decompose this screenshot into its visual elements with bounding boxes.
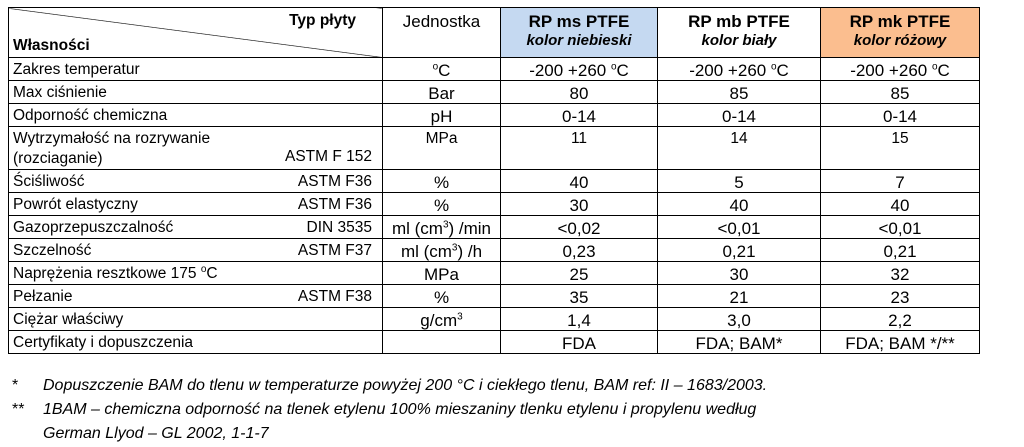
table-body bbox=[9, 58, 980, 354]
unit-cell bbox=[383, 308, 501, 331]
property-cell bbox=[9, 81, 383, 104]
product-header-ms bbox=[501, 8, 658, 58]
value-cell-mb: 0,21 bbox=[658, 239, 821, 262]
unit-text-suffix: ) /h bbox=[457, 242, 483, 261]
properties-table bbox=[8, 7, 980, 354]
unit-cell: Bar bbox=[383, 81, 501, 104]
value-cell-mb: 5 bbox=[658, 170, 821, 193]
value-cell-mb: FDA; BAM* bbox=[658, 331, 821, 354]
property-name: Powrót elastyczny bbox=[13, 195, 138, 213]
table-row bbox=[9, 127, 980, 170]
footnote bbox=[43, 425, 269, 443]
property-name: Ściśliwość bbox=[13, 172, 85, 190]
property-name: Certyfikaty i dopuszczenia bbox=[13, 333, 194, 351]
value-cell-mk: 85 bbox=[821, 81, 980, 104]
unit-text: ml (cm bbox=[391, 219, 443, 238]
unit-cell: MPa bbox=[383, 262, 501, 285]
value-cell-ms: 11 bbox=[501, 127, 658, 170]
test-standard: ASTM F36 bbox=[297, 196, 372, 213]
unit-superscript: 3 bbox=[442, 219, 449, 231]
product-color: kolor niebieski bbox=[526, 32, 632, 49]
property-cell bbox=[9, 193, 383, 216]
unit-text-suffix: ) /min bbox=[448, 219, 492, 238]
value-cell-mb: 40 bbox=[658, 193, 821, 216]
unit-cell: % bbox=[383, 170, 501, 193]
table-row bbox=[9, 104, 980, 127]
footnote-marker: * bbox=[12, 377, 19, 394]
product-name: RP ms PTFE bbox=[528, 12, 630, 31]
product-name: RP mb PTFE bbox=[688, 12, 790, 31]
table-row bbox=[9, 308, 980, 331]
footnote bbox=[12, 401, 757, 419]
value-cell-mk: 23 bbox=[821, 285, 980, 308]
degree-symbol: o bbox=[931, 61, 938, 73]
property-cell bbox=[9, 216, 383, 239]
unit-superscript: 3 bbox=[457, 311, 463, 323]
value-cell-ms: 35 bbox=[501, 285, 658, 308]
unit-cell: $^o$C bbox=[383, 58, 501, 81]
table-row bbox=[9, 331, 980, 354]
table-row bbox=[9, 216, 980, 239]
footnote bbox=[12, 377, 768, 395]
property-cell bbox=[9, 331, 383, 354]
value-cell-ms: 80 bbox=[501, 81, 658, 104]
degree-symbol: o bbox=[770, 61, 777, 73]
value-cell-mk: 15 bbox=[821, 127, 980, 170]
degree-symbol: o bbox=[610, 61, 617, 73]
property-name: Naprężenia resztkowe 175 $^o$C bbox=[13, 263, 218, 282]
property-name: Zakres temperatur bbox=[13, 60, 140, 78]
table-row bbox=[9, 170, 980, 193]
unit-cell: pH bbox=[383, 104, 501, 127]
degree-symbol: o bbox=[432, 61, 439, 73]
value-cell-ms: <0,02 bbox=[501, 216, 658, 239]
footnote-text: 1BAM – chemiczna odporność na tlenek etylenu 100% mieszaniny tlenku etylenu i propylenu według bbox=[43, 401, 757, 418]
value-cell-mk: -200 +260 $^o$C bbox=[821, 58, 980, 81]
property-cell bbox=[9, 308, 383, 331]
unit-text: ml (cm bbox=[400, 242, 452, 261]
value-cell-mk: FDA; BAM */** bbox=[821, 331, 980, 354]
table-row bbox=[9, 262, 980, 285]
value-cell-mk: 0,21 bbox=[821, 239, 980, 262]
property-name: Ciężar właściwy bbox=[13, 310, 124, 328]
value-cell-mb: 14 bbox=[658, 127, 821, 170]
value-cell-mk: 32 bbox=[821, 262, 980, 285]
table-row bbox=[9, 58, 980, 81]
properties-table-container bbox=[8, 7, 980, 354]
product-color: kolor biały bbox=[701, 32, 777, 49]
property-name: Pełzanie bbox=[13, 287, 73, 305]
property-name: Szczelność bbox=[13, 241, 92, 259]
value-cell-ms: FDA bbox=[501, 331, 658, 354]
footnote-marker: ** bbox=[12, 401, 25, 418]
table-row bbox=[9, 285, 980, 308]
property-name: Gazoprzepuszczalność bbox=[13, 218, 174, 236]
property-cell bbox=[9, 170, 383, 193]
value-cell-mk: 2,2 bbox=[821, 308, 980, 331]
header-corner-cell bbox=[9, 8, 383, 58]
property-cell bbox=[9, 127, 383, 170]
table-row bbox=[9, 81, 980, 104]
property-name: Max ciśnienie bbox=[13, 83, 107, 101]
degree-symbol: o bbox=[200, 263, 207, 275]
unit-text: g/cm bbox=[420, 311, 458, 330]
product-name: RP mk PTFE bbox=[849, 12, 951, 31]
value-cell-ms: 0-14 bbox=[501, 104, 658, 127]
table-row bbox=[9, 239, 980, 262]
product-header-mk bbox=[821, 8, 980, 58]
value-cell-mk: 7 bbox=[821, 170, 980, 193]
unit-superscript: 3 bbox=[451, 242, 458, 254]
value-cell-mb: 85 bbox=[658, 81, 821, 104]
properties-label: Własności bbox=[13, 37, 90, 54]
value-cell-mk: <0,01 bbox=[821, 216, 980, 239]
table-row bbox=[9, 193, 980, 216]
unit-header: Jednostka bbox=[383, 8, 501, 58]
value-cell-ms: 1,4 bbox=[501, 308, 658, 331]
value-cell-ms: -200 +260 $^o$C bbox=[501, 58, 658, 81]
unit-cell: MPa bbox=[383, 127, 501, 170]
property-name: Wytrzymałość na rozrywanie bbox=[13, 130, 211, 147]
product-header-mb bbox=[658, 8, 821, 58]
value-cell-mb: 21 bbox=[658, 285, 821, 308]
test-standard: DIN 3535 bbox=[306, 219, 372, 236]
property-name: Odporność chemiczna bbox=[13, 106, 168, 124]
unit-cell bbox=[383, 216, 501, 239]
property-cell bbox=[9, 285, 383, 308]
value-cell-mb: -200 +260 $^o$C bbox=[658, 58, 821, 81]
plate-type-label: Typ płyty bbox=[289, 12, 356, 29]
footnote-text: Dopuszczenie BAM do tlenu w temperaturze powyżej 200 °C i ciekłego tlenu, BAM ref: II – 1683/2003. bbox=[43, 377, 768, 394]
property-cell bbox=[9, 239, 383, 262]
footnote-text: German Llyod – GL 2002, 1-1-7 bbox=[43, 425, 269, 442]
unit-cell bbox=[383, 239, 501, 262]
value-cell-ms: 25 bbox=[501, 262, 658, 285]
product-color: kolor różowy bbox=[853, 32, 947, 49]
unit-cell: % bbox=[383, 193, 501, 216]
value-cell-mk: 40 bbox=[821, 193, 980, 216]
value-cell-mb: 0-14 bbox=[658, 104, 821, 127]
value-cell-mb: <0,01 bbox=[658, 216, 821, 239]
value-cell-ms: 0,23 bbox=[501, 239, 658, 262]
property-cell bbox=[9, 262, 383, 285]
value-cell-mk: 0-14 bbox=[821, 104, 980, 127]
test-standard: ASTM F37 bbox=[297, 242, 372, 259]
test-standard: ASTM F38 bbox=[297, 288, 372, 305]
value-cell-mb: 30 bbox=[658, 262, 821, 285]
value-cell-ms: 30 bbox=[501, 193, 658, 216]
property-name-continued: (rozciaganie) bbox=[13, 150, 103, 167]
test-standard: ASTM F36 bbox=[297, 173, 372, 190]
value-cell-mb: 3,0 bbox=[658, 308, 821, 331]
property-cell bbox=[9, 104, 383, 127]
property-cell bbox=[9, 58, 383, 81]
unit-cell: % bbox=[383, 285, 501, 308]
value-cell-ms: 40 bbox=[501, 170, 658, 193]
header-row bbox=[9, 8, 980, 58]
unit-cell bbox=[383, 331, 501, 354]
test-standard: ASTM F 152 bbox=[285, 148, 372, 165]
